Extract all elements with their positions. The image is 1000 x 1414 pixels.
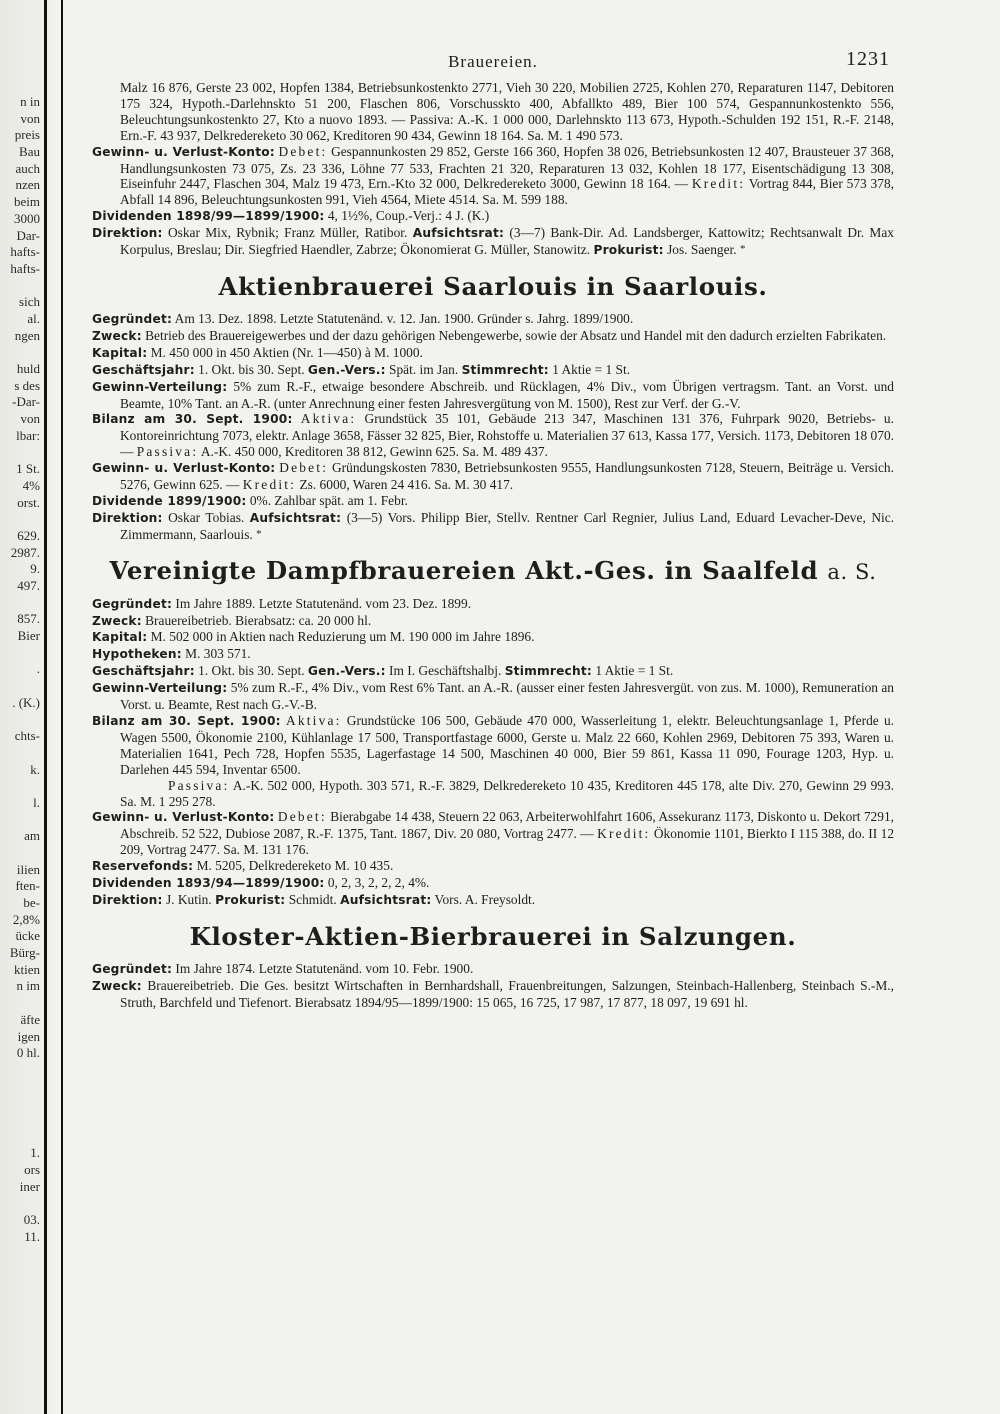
margin-fragment: 2987. <box>10 544 40 560</box>
margin-fragment: äfte <box>20 1011 40 1027</box>
reservefonds-paragraph <box>92 858 894 875</box>
margin-fragment: n in <box>20 94 40 109</box>
margin-fragment <box>0 645 40 662</box>
hypotheken-text: M. 303 571. <box>185 646 251 662</box>
entry-salzungen <box>92 961 894 1011</box>
geschaeftsjahr-text: 1. Okt. bis 30. Sept. <box>198 361 305 377</box>
direktion-label: Direktion: <box>92 892 163 907</box>
page-content <box>92 40 894 1011</box>
margin-fragment <box>0 812 40 829</box>
geschaeftsjahr-text: 1. Okt. bis 30. Sept. <box>198 663 305 679</box>
margin-fragment <box>0 511 40 528</box>
stimmrecht-text: 1 Aktie = 1 St. <box>595 663 674 679</box>
previous-page-fragments <box>0 94 40 1245</box>
gegruendet-text: Am 13. Dez. 1898. Letzte Statutenänd. v. 12. Jan. 1900. Gründer s. Jahrg. 1899/1900. <box>174 310 634 326</box>
aufsichtsrat-label: Aufsichtsrat: <box>340 892 432 907</box>
gutter-line-right <box>61 0 63 1414</box>
dividenden-paragraph <box>92 208 894 225</box>
running-head-title: Brauereien. <box>448 52 538 71</box>
margin-fragment: ften- <box>15 878 40 894</box>
dividenden-paragraph <box>92 875 894 892</box>
stimmrecht-text: 1 Aktie = 1 St. <box>552 361 631 377</box>
kredit-label: Kredit: <box>242 477 297 493</box>
dividende-paragraph <box>92 493 894 510</box>
prokurist-text: Schmidt. <box>288 891 337 907</box>
margin-fragment: iner <box>19 1178 40 1194</box>
zweck-label: Zweck: <box>92 978 142 993</box>
margin-fragment: . (K.) <box>12 694 40 710</box>
margin-fragment <box>0 1129 40 1146</box>
gutter-line-left <box>44 0 47 1414</box>
kapital-text: M. 502 000 in Aktien nach Reduzierung um M. 190 000 im Jahre 1896. <box>150 629 535 645</box>
prokurist-label: Prokurist: <box>593 243 664 258</box>
debet-label: Debet: <box>279 460 329 476</box>
aktiva-text: Grundstück 35 101, Gebäude 213 347, Maschinen 131 376, Fuhrpark 9020, Betriebs- u. Kontoreinrichtung 7073, elektr. Anlage 3658, Fässer 32 825, Bier, Rohstoffe u. Materialien 37 613, Kassa 177, Versich. 1173, Debitoren 18 070. — <box>120 411 894 460</box>
guv-paragraph <box>92 460 894 493</box>
dividenden-text: 4, 1½%, Coup.-Verj.: 4 J. (K.) <box>327 208 490 224</box>
stimmrecht-label: Stimmrecht: <box>504 664 592 679</box>
passiva-label: Passiva: <box>168 777 230 793</box>
margin-fragment: ngen <box>14 327 40 343</box>
dividenden-label: Dividenden 1893/94—1899/1900: <box>92 876 325 891</box>
margin-fragment: hafts- <box>10 260 40 276</box>
zweck-paragraph <box>92 328 894 345</box>
geschaeftsjahr-paragraph <box>92 362 894 379</box>
bilanz-paragraph <box>92 411 894 460</box>
margin-fragment: preis <box>14 127 40 143</box>
margin-fragment: ors <box>24 1162 40 1177</box>
margin-fragment: Bau <box>19 144 40 160</box>
gegruendet-paragraph <box>92 311 894 328</box>
margin-fragment: ktien <box>14 961 40 977</box>
gegruendet-paragraph <box>92 961 894 978</box>
kredit-label: Kredit: <box>691 176 746 192</box>
aktiva-label: Aktiva: <box>285 713 342 728</box>
margin-fragment: ilien <box>16 861 40 877</box>
aufsichtsrat-text: Vors. A. Freysoldt. <box>434 891 536 907</box>
bilanz-label: Bilanz am 30. Sept. 1900: <box>92 412 293 427</box>
margin-fragment: 857. <box>17 611 40 627</box>
margin-fragment: s des <box>14 377 40 393</box>
margin-fragment: hafts- <box>10 244 40 260</box>
margin-fragment: al. <box>27 310 40 326</box>
kredit-label: Kredit: <box>597 826 651 842</box>
aufsichtsrat-label: Aufsichtsrat: <box>249 510 342 525</box>
margin-fragment <box>0 1079 40 1096</box>
dividende-label: Dividende 1899/1900: <box>92 493 247 508</box>
kredit-text: Vortrag 844, Bier 573 378, Abfall 14 896, Beleuchtungsunkosten 991, Vieh 4564, Miete 4514. Sa. M. 599 188. <box>120 176 894 208</box>
kapital-paragraph <box>92 629 894 646</box>
bilanz-continuation: Malz 16 876, Gerste 23 002, Hopfen 1384, Betriebsunkostenkto 2771, Vieh 30 220, Mobilien 2725, Kohlen 270, Reparaturen 1147, Debitoren 175 324, Hypoth.-Darlehnskto 51 200, Flaschen 806, Vorschusskto 400, Abfallkto 489, Bier 100 574, Gespannunkostenkto 556, Beleuchtungsunkostenkto 27, Kto a nuovo 1893. — Passiva: A.-K. 1 000 000, Darlehnskto 113 673, Hypoth.-Schulden 192 151, R.-F. 2148, Ern.-F. 43 937, Delkredereketo 30 062, Kreditoren 90 434, Gewinn 18 164. Sa. M. 1 490 573. <box>120 80 894 143</box>
debet-text: Gründungskosten 7830, Betriebsunkosten 9555, Handlungsunkosten 7128, Steuern, Beiträge u. Versich. 5276, Gewinn 625. — <box>120 460 894 493</box>
margin-fragment: lbar: <box>16 427 40 443</box>
zweck-paragraph <box>92 978 894 1011</box>
margin-fragment <box>0 1112 40 1129</box>
margin-fragment: 4% <box>22 477 40 493</box>
zweck-text: Brauereibetrieb. Bierabsatz: ca. 20 000 hl. <box>145 612 372 628</box>
margin-fragment: 2,8% <box>12 911 40 927</box>
margin-fragment: Bier <box>17 628 40 643</box>
margin-fragment: huld <box>16 361 40 376</box>
margin-fragment: orst. <box>17 494 40 510</box>
prokurist-text: Jos. Saenger. <box>667 242 737 258</box>
stimmrecht-label: Stimmrecht: <box>461 362 549 377</box>
hypotheken-paragraph <box>92 646 894 663</box>
gewinn-verlust-paragraph <box>92 144 894 209</box>
margin-fragment <box>0 1095 40 1112</box>
direktion-text: Oskar Tobias. <box>168 509 245 525</box>
direktion-text: J. Kutin. <box>165 891 212 907</box>
dividende-text: 0%. Zahlbar spät. am 1. Febr. <box>249 492 408 508</box>
geschaeftsjahr-label: Geschäftsjahr: <box>92 362 195 377</box>
genvers-label: Gen.-Vers.: <box>307 664 386 679</box>
direktion-text: Oskar Mix, Rybnik; Franz Müller, Ratibor. <box>167 225 408 241</box>
margin-fragment: 03. <box>23 1212 40 1228</box>
margin-fragment: ücke <box>15 928 40 944</box>
reservefonds-label: Reservefonds: <box>92 859 194 874</box>
hypotheken-label: Hypotheken: <box>92 647 182 662</box>
margin-fragment: 629. <box>17 527 40 543</box>
direktion-paragraph <box>92 892 894 909</box>
guv-label: Gewinn- u. Verlust-Konto: <box>92 810 275 825</box>
gewinnverteilung-label: Gewinn-Verteilung: <box>92 681 228 696</box>
debet-label: Debet: <box>278 143 328 159</box>
entry-saalfeld <box>92 596 894 909</box>
zweck-text: Brauereibetrieb. Die Ges. besitzt Wirtschaften in Bernhardshall, Frauenbreitungen, Salzungen, Steinbach-Hallenberg, Steinbach S.-M., Struth, Barchfeld und Tiefenort. Bierabsatz 1894/95—1899/1900: 15 065, 16 725, 17 987, 17 877, 18 097, 19 691 hl. <box>120 977 894 1010</box>
aktiva-label: Aktiva: <box>300 411 357 427</box>
gegruendet-label: Gegründet: <box>92 961 173 976</box>
entry-title-saalfeld <box>92 557 894 586</box>
continued-entry <box>92 80 894 259</box>
margin-fragment: sich <box>19 294 40 310</box>
margin-fragment: am <box>24 828 40 844</box>
margin-fragment: k. <box>30 761 40 777</box>
margin-fragment: 9. <box>30 561 40 577</box>
passiva-text: A.-K. 450 000, Kreditoren 38 812, Gewinn 625. Sa. M. 489 437. <box>200 444 548 460</box>
entry-title-saarlouis: Aktienbrauerei Saarlouis in Saarlouis. <box>218 271 768 301</box>
kapital-label: Kapital: <box>92 345 148 360</box>
kredit-text: Ökonomie 1101, Bierkto I 115 388, do. II 12 209, Vortrag 2477. Sa. M. 131 176. <box>120 826 895 858</box>
aufsichtsrat-label: Aufsichtsrat: <box>412 226 505 241</box>
zweck-label: Zweck: <box>92 613 142 628</box>
margin-fragment: 497. <box>17 577 40 593</box>
reservefonds-text: M. 5205, Delkredereketo M. 10 435. <box>196 858 394 874</box>
gegruendet-text: Im Jahre 1874. Letzte Statutenänd. vom 10. Febr. 1900. <box>175 960 474 976</box>
bilanz-label: Bilanz am 30. Sept. 1900: <box>92 714 281 728</box>
margin-fragment: 3000 <box>14 210 40 226</box>
margin-fragment: be- <box>23 895 40 910</box>
margin-fragment: -Dar- <box>12 394 40 410</box>
gewinnverteilung-text: 5% zum R.-F., 4% Div., vom Rest 6% Tant. an A.-R. (ausser einer festen Jahresvergüt. von zus. M. 1000), Remuneration an Vorst. u. Beamte, Rest nach G.-V.-B. <box>120 680 894 713</box>
zweck-label: Zweck: <box>92 328 142 343</box>
margin-fragment <box>0 678 40 695</box>
guv-paragraph <box>92 809 894 858</box>
margin-fragment: nzen <box>15 177 40 193</box>
margin-fragment <box>0 778 40 795</box>
margin-fragment: 11. <box>24 1228 40 1244</box>
gegruendet-label: Gegründet: <box>92 311 173 326</box>
margin-fragment <box>0 995 40 1012</box>
guv-label: Gewinn- u. Verlust-Konto: <box>92 461 276 476</box>
gegruendet-paragraph <box>92 596 894 613</box>
margin-fragment <box>0 711 40 728</box>
running-head <box>92 40 894 80</box>
kapital-paragraph <box>92 345 894 362</box>
passiva-label: Passiva: <box>136 444 199 460</box>
zweck-text: Betrieb des Brauereigewerbes und der dazu gehörigen Nebengewerbe, sowie der Absatz und Handel mit den dadurch erzielten Fabrikaten. <box>145 327 887 343</box>
entry-title-salzungen: Kloster-Aktien-Bierbrauerei in Salzungen. <box>189 921 797 951</box>
margin-fragment: auch <box>15 160 40 176</box>
margin-fragment: l. <box>33 794 40 810</box>
margin-fragment <box>0 278 40 295</box>
geschaeftsjahr-paragraph <box>92 663 894 680</box>
end-mark: * <box>256 527 262 540</box>
direktion-label: Direktion: <box>92 226 163 241</box>
gegruendet-text: Im Jahre 1889. Letzte Statutenänd. vom 23. Dez. 1899. <box>175 595 472 611</box>
direktion-paragraph <box>92 225 894 259</box>
kapital-label: Kapital: <box>92 630 148 645</box>
margin-fragment: Dar- <box>16 227 40 243</box>
gewinn-verlust-label: Gewinn- u. Verlust-Konto: <box>92 144 275 159</box>
genvers-label: Gen.-Vers.: <box>307 362 386 377</box>
margin-fragment: chts- <box>14 728 40 744</box>
margin-fragment: 0 hl. <box>16 1045 40 1061</box>
aufsichtsrat-text: (3—5) Vors. Philipp Bier, Stellv. Rentner Carl Regnier, Julius Land, Eduard Levacher-Deve, Nic. Zimmermann, Saarlouis. <box>120 509 894 542</box>
bilanz-paragraph <box>92 713 894 778</box>
end-mark: * <box>739 243 746 256</box>
geschaeftsjahr-label: Geschäftsjahr: <box>92 664 195 679</box>
debet-label: Debet: <box>277 809 327 825</box>
direktion-paragraph <box>92 510 894 543</box>
margin-fragment: n im <box>16 978 40 994</box>
margin-fragment: . <box>36 661 40 677</box>
gewinnverteilung-paragraph <box>92 680 894 713</box>
margin-fragment: Bürg- <box>9 945 40 961</box>
genvers-text: Im I. Geschäftshalbj. <box>389 663 502 679</box>
gewinnverteilung-label: Gewinn-Verteilung: <box>92 379 228 394</box>
margin-fragment <box>0 1195 40 1212</box>
debet-text: Bierabgabe 14 438, Steuern 22 063, Arbeiterwohlfahrt 1606, Assekuranz 1173, Diskonto u. Dekort 7291, Abschreib. 52 522, Dubiose 2087, R.-F. 1375, Tant. 1867, Div. 20 080, Vortrag 2477. — <box>120 809 894 842</box>
kapital-text: M. 450 000 in 450 Aktien (Nr. 1—450) à M. 1000. <box>150 344 423 360</box>
margin-fragment <box>0 344 40 361</box>
margin-fragment <box>0 745 40 762</box>
dividenden-label: Dividenden 1898/99—1899/1900: <box>92 209 325 224</box>
entry-title-text: Vereinigte Dampfbrauereien Akt.-Ges. in Saalfeld <box>109 555 819 585</box>
passiva-paragraph <box>92 778 894 810</box>
margin-fragment: igen <box>17 1028 40 1044</box>
direktion-label: Direktion: <box>92 510 163 525</box>
margin-fragment <box>0 1062 40 1079</box>
entry-title-suffix: a. S. <box>827 559 877 584</box>
gewinnverteilung-text: 5% zum R.-F., etwaige besondere Abschreib. und Rücklagen, 4% Div., vom Übrigen vertragsm. Tant. an Vorst. und Beamte, 10% Tant. an A.-R. (unter Anrechnung einer festen Jahresvergütung von M. 1500), Rest zur Verf. der G.-V. <box>120 378 895 411</box>
margin-fragment <box>0 845 40 862</box>
margin-fragment: 1 St. <box>16 461 40 477</box>
debet-text: Gespannunkosten 29 852, Gerste 166 360, Hopfen 38 026, Betriebsunkosten 12 407, Brausteuer 37 368, Handlungsunkosten 73 075, Zs. 23 336, Löhne 77 533, Frachten 21 320, Reparaturen 13 032, Kohlen 18 177, Eisentschädigung 13 308, Eiseinfuhr 2447, Flaschen 304, Malz 19 473, Ern.-Kto 32 000, Delkredereketo 3000, Gewinn 18 164. — <box>120 143 894 192</box>
margin-fragment: von <box>20 110 40 126</box>
gewinnverteilung-paragraph <box>92 379 894 412</box>
margin-fragment: beim <box>14 194 40 210</box>
gegruendet-label: Gegründet: <box>92 596 173 611</box>
kredit-text: Zs. 6000, Waren 24 416. Sa. M. 30 417. <box>299 477 514 493</box>
dividenden-text: 0, 2, 3, 2, 2, 2, 4%. <box>327 875 430 891</box>
margin-fragment: 1. <box>30 1145 40 1161</box>
entry-saarlouis <box>92 311 894 543</box>
margin-fragment <box>0 444 40 461</box>
genvers-text: Spät. im Jan. <box>389 361 459 377</box>
prokurist-label: Prokurist: <box>215 892 286 907</box>
zweck-paragraph <box>92 613 894 630</box>
margin-fragment: von <box>20 411 40 427</box>
page-number: 1231 <box>846 48 890 70</box>
aktiva-text: Grundstücke 106 500, Gebäude 470 000, Wasserleitung 1, elektr. Beleuchtungsanlage 1, Pferde u. Wagen 5500, Ökonomie 2100, Kühlanlage 17 500, Transportfastage 6000, Gerste u. Malz 22 660, Kohlen 2969, Debitoren 75 393, Waren u. Materialien 1641, Pech 728, Hopfen 5535, Lagerfastage 14 500, Maschinen 40 000, Bier 59 861, Kassa 11 090, Fourage 1203, Hyp. u. Darlehen 445 594, Inventar 6500. <box>120 713 894 777</box>
margin-fragment <box>0 595 40 612</box>
aufsichtsrat-text: (3—7) Bank-Dir. Ad. Landsberger, Kattowitz; Rechtsanwalt Dr. Max Korpulus, Breslau; Dir. Siegfried Haendler, Zabrze; Ökonomierat G. Müller, Stanowitz. <box>120 225 894 258</box>
passiva-text: A.-K. 502 000, Hypoth. 303 571, R.-F. 3829, Delkredereketo 10 435, Kreditoren 445 178, alte Div. 270, Gewinn 29 993. Sa. M. 1 295 278. <box>120 777 894 809</box>
